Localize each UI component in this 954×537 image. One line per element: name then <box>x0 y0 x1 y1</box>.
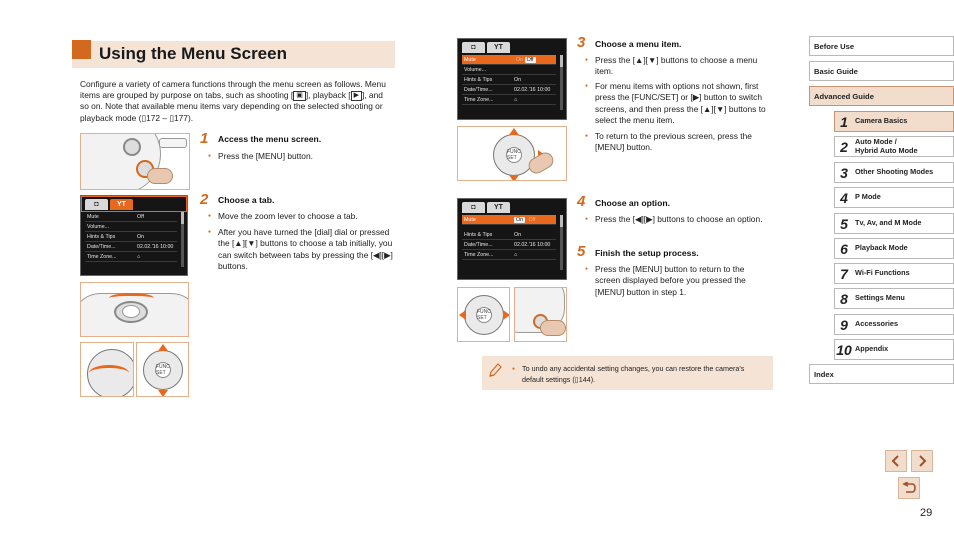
setup-tab-icon: YT <box>487 202 510 213</box>
lcd-row-label: Volume... <box>87 223 110 230</box>
lcd-row <box>85 242 177 252</box>
step-bullet: ● For menu items with options not shown, first press the [FUNC/SET] or [▶] button to switch screens, and then press the [▲][▼] buttons to select the menu item. <box>585 81 770 126</box>
option-off: Off <box>526 56 534 63</box>
lcd-tab-bar <box>85 199 133 211</box>
option-on: On <box>516 216 524 223</box>
note-body: To undo any accidental setting changes, you can restore the camera's default settings ( <box>522 364 745 384</box>
left-arrow-icon <box>459 310 466 320</box>
step-bullet: ● To return to the previous screen, press the [MENU] button. <box>585 131 770 154</box>
return-arrow-icon <box>902 482 916 494</box>
lcd-row-label: Time Zone... <box>464 251 494 258</box>
lcd-menu-screen-item <box>457 38 567 120</box>
lcd-row-label: Hints & Tips <box>464 76 493 83</box>
setup-tab-icon: YT <box>487 42 510 53</box>
lcd-row-selected <box>462 215 556 225</box>
book-icon: ▯ <box>141 112 147 123</box>
camera-tab-icon: ◘ <box>462 42 485 53</box>
chapter-number: 10 <box>836 341 852 358</box>
chapter-number: 1 <box>840 113 848 130</box>
lcd-tab-bar <box>462 202 510 214</box>
func-set-button: FUNC SET <box>507 149 521 161</box>
nav-chapter-2[interactable] <box>834 136 954 157</box>
home-icon: ⌂ <box>137 253 141 260</box>
chapter-number: 2 <box>840 138 848 155</box>
step-number: 3 <box>577 34 586 51</box>
nav-chapter-8[interactable] <box>834 288 954 309</box>
chevron-left-icon <box>890 455 902 467</box>
setup-tab-icon: YT <box>110 199 133 210</box>
intro-text-3: ], and so on. Note that available menu items vary depending on the selected shooting or playback mode ( <box>80 90 383 123</box>
nav-chapter-1[interactable] <box>834 111 954 132</box>
step-bullet: ● Press the [◀][▶] buttons to choose an option. <box>585 214 770 225</box>
lcd-row-list <box>462 215 556 260</box>
nav-chapter-10[interactable] <box>834 339 954 360</box>
page-ref-2[interactable]: 177 <box>173 112 188 123</box>
lcd-row-list <box>85 212 177 262</box>
chapter-label: Playback Mode <box>855 243 908 253</box>
lcd-row-label: Mute <box>87 213 99 220</box>
lcd-row-value: On <box>514 76 522 83</box>
lcd-row <box>462 75 556 85</box>
home-icon: ⌂ <box>514 96 518 103</box>
book-icon: ▯ <box>169 112 174 123</box>
step-title: Finish the setup process. <box>595 248 699 258</box>
lcd-row-label: Hints & Tips <box>87 233 116 240</box>
chapter-number: 3 <box>840 164 848 181</box>
lcd-scrollbar <box>560 55 563 110</box>
chapter-number: 5 <box>840 215 848 232</box>
down-arrow-icon <box>509 175 519 181</box>
step-title: Choose a tab. <box>218 195 275 205</box>
lcd-menu-screen-option <box>457 198 567 280</box>
page-number: 29 <box>920 507 933 519</box>
book-icon: ▯ <box>574 374 579 384</box>
chapter-label: Appendix <box>855 344 889 354</box>
step-bullet: ● After you have turned the [dial] dial or pressed the [▲][▼] buttons to choose a tab initially, you can switch between tabs by pressing the [◀][▶] buttons. <box>208 227 394 272</box>
lcd-menu-screen-tab <box>80 195 188 276</box>
chapter-number: 7 <box>840 265 848 282</box>
up-arrow-icon <box>509 128 519 135</box>
step-title: Access the menu screen. <box>218 134 322 144</box>
wheel-illustration-leftright <box>457 287 510 342</box>
lcd-row-value: Off <box>137 213 144 220</box>
page-title: Using the Menu Screen <box>99 44 287 63</box>
page-ref-1[interactable]: 172 <box>146 112 161 123</box>
camera-tab-icon: ◘ <box>85 199 108 210</box>
pencil-icon <box>488 362 502 378</box>
lcd-row <box>85 212 177 222</box>
step-bullet: ● Press the [MENU] button. <box>208 151 388 162</box>
lcd-row-label: Mute <box>464 56 476 63</box>
nav-chapter-9[interactable] <box>834 314 954 335</box>
lcd-row-value: On <box>514 231 522 238</box>
option-on: On <box>516 56 524 63</box>
zoom-lever-illustration <box>80 282 189 337</box>
chapter-number: 8 <box>840 290 848 307</box>
lcd-row <box>462 85 556 95</box>
nav-before-use[interactable]: Before Use <box>809 36 954 56</box>
playback-icon: ▶ <box>351 91 362 101</box>
wheel-illustration-updown <box>457 126 567 181</box>
step-title: Choose an option. <box>595 198 670 208</box>
intro-end: ). <box>187 112 194 123</box>
chapter-number: 6 <box>840 240 848 257</box>
lcd-row <box>462 65 556 75</box>
zoom-arrow-icon <box>109 293 154 303</box>
lcd-row-value: 02.02.'16 10:00 <box>137 243 174 250</box>
intro-dash: – <box>160 112 170 123</box>
intro-text-1: Configure a variety of camera functions through the menu screen as follows. Menu items are grouped by purpose on tabs, such as shooting [ <box>80 79 386 101</box>
camera-menu-illustration <box>80 133 190 190</box>
lcd-row-label: Hints & Tips <box>464 231 493 238</box>
camera-button <box>159 138 187 148</box>
lcd-row <box>85 252 177 262</box>
lcd-row-label: Date/Time... <box>464 241 493 248</box>
chapter-label: Auto Mode / <box>855 137 897 146</box>
step-bullet: ● Press the [MENU] button to return to the screen displayed before you pressed the [MENU] button in step 1. <box>585 264 770 298</box>
chapter-label: Settings Menu <box>855 293 905 303</box>
lcd-row <box>85 232 177 242</box>
lcd-row-label: Mute <box>464 216 476 223</box>
down-arrow-icon <box>158 390 168 397</box>
intro-paragraph <box>80 79 390 124</box>
lcd-row-label: Time Zone... <box>464 96 494 103</box>
note-text <box>512 364 767 385</box>
chapter-label: Accessories <box>855 319 899 329</box>
lcd-scrollbar <box>560 215 563 270</box>
lcd-row <box>85 222 177 232</box>
note-box <box>482 356 773 390</box>
nav-chapter-5[interactable] <box>834 213 954 234</box>
up-arrow-icon <box>158 344 168 351</box>
rotate-arrow-icon <box>89 365 129 381</box>
lcd-row-value: 02.02.'16 10:00 <box>514 86 551 93</box>
chapter-label: Wi-Fi Functions <box>855 268 910 278</box>
menu-press-illustration <box>514 287 567 342</box>
camera-dial <box>123 138 141 156</box>
home-icon: ⌂ <box>514 251 518 258</box>
nav-chapter-3[interactable] <box>834 162 954 183</box>
lcd-row-list <box>462 55 556 105</box>
step-number: 2 <box>200 191 209 208</box>
lcd-row <box>462 250 556 260</box>
lcd-row-selected <box>462 55 556 65</box>
lcd-row <box>462 95 556 105</box>
step-title: Choose a menu item. <box>595 39 682 49</box>
finger-icon <box>540 320 566 336</box>
nav-chapter-6[interactable] <box>834 238 954 259</box>
prev-page-button[interactable] <box>885 450 907 472</box>
nav-index[interactable]: Index <box>809 364 954 384</box>
option-off: Off <box>528 216 536 223</box>
wheel-illustration-left <box>136 342 189 397</box>
chapter-label: P Mode <box>855 192 881 202</box>
note-end: ). <box>590 374 596 384</box>
chapter-label: Other Shooting Modes <box>855 167 934 177</box>
nav-chapter-7[interactable] <box>834 263 954 284</box>
step-number: 5 <box>577 243 586 260</box>
dial-illustration <box>80 342 134 397</box>
lcd-row <box>462 240 556 250</box>
chapter-label: Camera Basics <box>855 116 908 126</box>
camera-tab-icon: ◘ <box>462 202 485 213</box>
lcd-row-label: Time Zone... <box>87 253 117 260</box>
title-marker <box>72 40 91 59</box>
finger-icon <box>147 168 173 184</box>
chapter-number: 4 <box>840 189 848 206</box>
step-number: 4 <box>577 193 586 210</box>
step-bullet: ● Move the zoom lever to choose a tab. <box>208 211 394 222</box>
lcd-row-value: On <box>137 233 145 240</box>
chapter-label-2: Hybrid Auto Mode <box>855 145 918 155</box>
return-button[interactable] <box>898 477 920 499</box>
chevron-right-icon <box>916 455 928 467</box>
step-bullet: ● Press the [▲][▼] buttons to choose a menu item. <box>585 55 770 78</box>
nav-basic-guide[interactable]: Basic Guide <box>809 61 954 81</box>
func-set-button: FUNC SET <box>156 364 170 376</box>
chapter-number: 9 <box>840 316 848 333</box>
step-number: 1 <box>200 130 209 147</box>
next-page-button[interactable] <box>911 450 933 472</box>
chapter-label: Tv, Av, and M Mode <box>855 218 922 228</box>
lcd-row-label: Date/Time... <box>87 243 116 250</box>
note-page-ref[interactable]: 144 <box>578 374 591 384</box>
func-set-button: FUNC SET <box>477 309 491 321</box>
lcd-row-label: Volume... <box>464 66 487 73</box>
lcd-scrollbar <box>181 212 184 267</box>
nav-advanced-guide[interactable]: Advanced Guide <box>809 86 954 106</box>
shooting-icon: ▣ <box>293 91 306 101</box>
right-arrow-icon <box>503 310 510 320</box>
nav-chapter-4[interactable] <box>834 187 954 208</box>
lcd-row <box>462 230 556 240</box>
intro-text-2: ], playback [ <box>305 90 351 101</box>
shutter-button <box>122 305 140 318</box>
lcd-row-value: 02.02.'16 10:00 <box>514 241 551 248</box>
lcd-row-label: Date/Time... <box>464 86 493 93</box>
lcd-tab-bar <box>462 42 510 54</box>
